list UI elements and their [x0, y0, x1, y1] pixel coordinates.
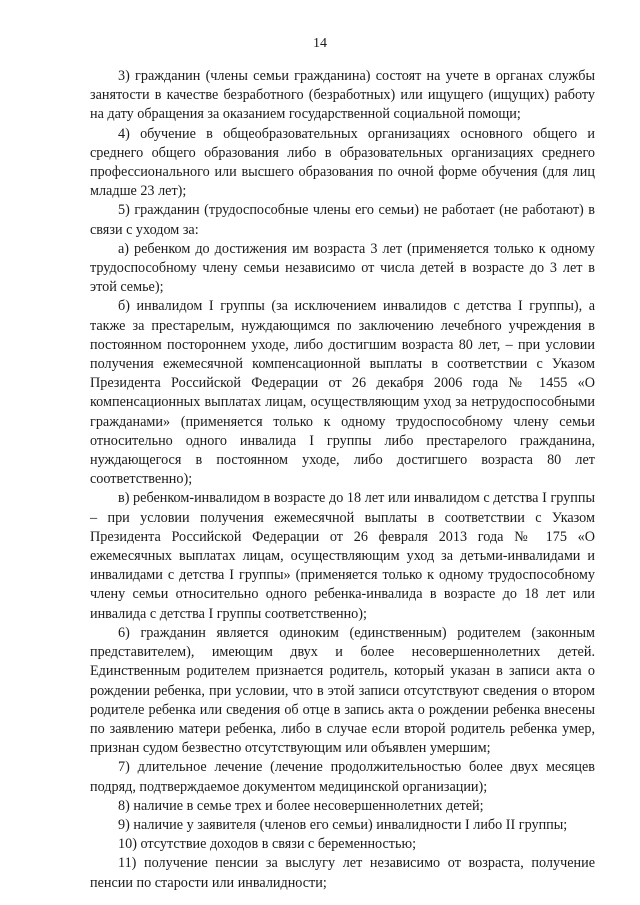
- paragraph-item-4: 4) обучение в общеобразовательных организациях основного общего и среднего общего образования либо в образовательных организациях среднего профессионального или высшего образования по очной форме обучения (для лиц младше 23 лет);: [90, 125, 595, 200]
- paragraph-item-5: 5) гражданин (трудоспособные члены его семьи) не работает (не работают) в связи с уходом за:: [90, 202, 595, 238]
- paragraph-subitem-a: а) ребенком до достижения им возраста 3 лет (применяется только к одному трудоспособному члену семьи независимо от числа детей в возрасте до 3 лет в этой семье);: [90, 240, 595, 296]
- document-body: [90, 67, 595, 893]
- page-number: 14: [313, 36, 327, 51]
- paragraph-item-9: 9) наличие у заявителя (членов его семьи) инвалидности I либо II группы;: [118, 816, 568, 833]
- paragraph-subitem-v: в) ребенком-инвалидом в возрасте до 18 лет или инвалидом с детства I группы – при условии получения ежемесячной выплаты в соответствии с Указом Президента Российской Федерации от 26 февраля 2013 года № 175 «О ежемесячных выплатах лицам, осуществляющим уход за детьми-инвалидами и инвалидами с детства I группы» (применяется только к одному трудоспособному члену семьи относительно одного ребенка-инвалида в возрасте до 18 лет или инвалида с детства I группы соответственно);: [90, 490, 595, 622]
- paragraph-item-8: 8) наличие в семье трех и более несовершеннолетних детей;: [118, 797, 484, 814]
- paragraph-item-3: 3) гражданин (члены семьи гражданина) состоят на учете в органах службы занятости в качестве безработного (безработных) или ищущего (ищущих) работу на дату обращения за оказанием государственной социальной помощи;: [90, 68, 595, 123]
- paragraph-item-6: 6) гражданин является одиноким (единственным) родителем (законным представителем), имеющим двух и более несовершеннолетних детей. Единственным родителем признается родитель, который указан в записи акта о рождении ребенка, при условии, что в этой записи отсутствуют сведения о втором родителе ребенка или сведения об отце в запись акта о рождении ребенка внесены по заявлению матери ребенка, либо в случае если второй родитель ребенка умер, признан судом безвестно отсутствующим или объявлен умершим;: [90, 624, 595, 757]
- paragraph-item-7: 7) длительное лечение (лечение продолжительностью более двух месяцев подряд, подтверждаемое документом медицинской организации);: [90, 759, 595, 795]
- paragraph-subitem-b: б) инвалидом I группы (за исключением инвалидов с детства I группы), а также за престарелым, нуждающимся по заключению лечебного учреждения в постоянном постороннем уходе, либо достигшим возраста 80 лет, – при условии получения ежемесячной компенсационной выплаты в соответствии с Указом Президента Российской Федерации от 26 декабря 2006 года № 1455 «О компенсационных выплатах лицам, осуществляющим уход за нетрудоспособными гражданами» (применяется только к одному трудоспособному члену семьи относительно одного инвалида I группы либо престарелого гражданина, нуждающегося в постоянном уходе, либо достигшего возраста 80 лет соответственно);: [90, 298, 595, 488]
- paragraph-item-11: 11) получение пенсии за выслугу лет независимо от возраста, получение пенсии по старости или инвалидности;: [90, 855, 595, 891]
- paragraph-item-10: 10) отсутствие доходов в связи с беременностью;: [118, 836, 417, 853]
